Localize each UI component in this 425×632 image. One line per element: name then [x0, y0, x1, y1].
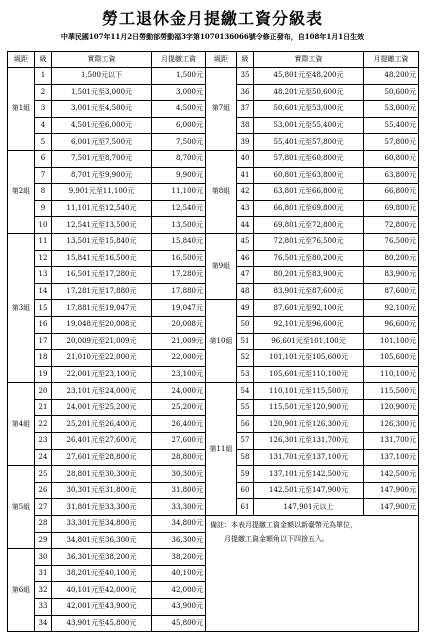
- row-amount: 63,800元: [364, 167, 419, 184]
- row-range: 27,601元至28,800元: [52, 449, 152, 466]
- row-level: 14: [35, 283, 52, 300]
- row-level: 38: [237, 117, 254, 134]
- row-level: 11: [35, 233, 52, 250]
- row-range: 120,901元至126,300元: [254, 416, 364, 433]
- row-amount: 48,200元: [364, 68, 419, 85]
- row-level: 49: [237, 300, 254, 317]
- row-range: 33,301元至34,800元: [52, 516, 152, 533]
- row-level: 7: [35, 167, 52, 184]
- row-amount: 19,047元: [152, 300, 206, 317]
- row-amount: 8,700元: [152, 150, 206, 167]
- row-range: 83,901元至87,600元: [254, 283, 364, 300]
- document-subtitle: 中華民國107年11月2日勞動部勞動福3字第1070136066號令修正發布，自108年1月1日生效: [60, 32, 365, 41]
- row-level: 9: [35, 200, 52, 217]
- row-level: 10: [35, 217, 52, 234]
- row-level: 40: [237, 150, 254, 167]
- row-level: 52: [237, 350, 254, 367]
- row-level: 20: [35, 383, 52, 400]
- note-line-2: 月提繳工資金額角以下四捨五入。: [224, 535, 329, 544]
- row-range: 36,301元至38,200元: [52, 549, 152, 566]
- row-amount: 60,800元: [364, 150, 419, 167]
- row-range: 28,801元至30,300元: [52, 466, 152, 483]
- row-amount: 21,009元: [152, 333, 206, 350]
- row-level: 19: [35, 366, 52, 383]
- row-range: 12,541元至13,500元: [52, 217, 152, 234]
- row-amount: 76,500元: [364, 233, 419, 250]
- row-range: 17,281元至17,880元: [52, 283, 152, 300]
- row-range: 42,001元至43,900元: [52, 599, 152, 616]
- row-range: 63,801元至66,800元: [254, 184, 364, 201]
- row-amount: 16,500元: [152, 250, 206, 267]
- row-amount: 66,800元: [364, 184, 419, 201]
- row-level: 22: [35, 416, 52, 433]
- row-level: 34: [35, 615, 52, 632]
- row-level: 42: [237, 184, 254, 201]
- row-level: 8: [35, 184, 52, 201]
- row-range: 13,501元至15,840元: [52, 233, 152, 250]
- row-level: 51: [237, 333, 254, 350]
- row-level: 56: [237, 416, 254, 433]
- row-level: 39: [237, 134, 254, 151]
- row-group: 第1組: [8, 68, 35, 151]
- row-group: 第4組: [8, 383, 35, 466]
- row-amount: 87,600元: [364, 283, 419, 300]
- row-level: 60: [237, 482, 254, 499]
- row-amount: 3,000元: [152, 84, 206, 101]
- row-range: 7,501元至8,700元: [52, 150, 152, 167]
- row-amount: 30,300元: [152, 466, 206, 483]
- row-amount: 22,000元: [152, 350, 206, 367]
- row-range: 101,101元至105,600元: [254, 350, 364, 367]
- row-amount: 17,280元: [152, 267, 206, 284]
- row-level: 59: [237, 466, 254, 483]
- row-level: 54: [237, 383, 254, 400]
- row-level: 44: [237, 217, 254, 234]
- row-range: 30,301元至31,800元: [52, 482, 152, 499]
- row-range: 105,601元至110,100元: [254, 366, 364, 383]
- row-level: 61: [237, 499, 254, 516]
- row-amount: 105,600元: [364, 350, 419, 367]
- header-range: 實際工資: [254, 52, 364, 68]
- row-range: 8,701元至9,900元: [52, 167, 152, 184]
- row-amount: 23,100元: [152, 366, 206, 383]
- row-level: 45: [237, 233, 254, 250]
- row-amount: 28,800元: [152, 449, 206, 466]
- row-amount: 20,008元: [152, 316, 206, 333]
- row-amount: 110,100元: [364, 366, 419, 383]
- row-level: 35: [237, 68, 254, 85]
- row-level: 17: [35, 333, 52, 350]
- table-body: [8, 68, 419, 632]
- row-range: 69,801元至72,800元: [254, 217, 364, 234]
- row-range: 43,901元至45,800元: [52, 615, 152, 632]
- row-range: 6,001元至7,500元: [52, 134, 152, 151]
- row-group: 第5組: [8, 466, 35, 549]
- row-range: 142,501元至147,900元: [254, 482, 364, 499]
- row-amount: 147,900元: [364, 482, 419, 499]
- header-group: 級距: [8, 52, 35, 68]
- row-amount: 96,600元: [364, 316, 419, 333]
- row-amount: 120,900元: [364, 399, 419, 416]
- row-amount: 7,500元: [152, 134, 206, 151]
- row-amount: 17,880元: [152, 283, 206, 300]
- row-amount: 101,100元: [364, 333, 419, 350]
- row-level: 1: [35, 68, 52, 85]
- row-group: 第10組: [206, 300, 237, 383]
- row-amount: 34,800元: [152, 516, 206, 533]
- header-amount: 月提繳工資: [364, 52, 419, 68]
- row-amount: 72,800元: [364, 217, 419, 234]
- row-group: 第7組: [206, 68, 237, 151]
- row-amount: 126,300元: [364, 416, 419, 433]
- row-amount: 1,500元: [152, 68, 206, 85]
- row-level: 32: [35, 582, 52, 599]
- row-level: 41: [237, 167, 254, 184]
- row-range: 92,101元至96,600元: [254, 316, 364, 333]
- row-range: 110,101元至115,500元: [254, 383, 364, 400]
- note-box: [206, 516, 419, 632]
- row-level: 26: [35, 482, 52, 499]
- row-range: 80,201元至83,900元: [254, 267, 364, 284]
- row-group: 第2組: [8, 150, 35, 233]
- row-amount: 31,800元: [152, 482, 206, 499]
- row-group: 第9組: [206, 233, 237, 299]
- row-amount: 9,900元: [152, 167, 206, 184]
- row-amount: 24,000元: [152, 383, 206, 400]
- row-level: 12: [35, 250, 52, 267]
- row-level: 21: [35, 399, 52, 416]
- row-amount: 27,600元: [152, 433, 206, 450]
- note-line-1: 備註：本表月提繳工資金額以新臺幣元為單位，: [210, 521, 357, 530]
- row-level: 13: [35, 267, 52, 284]
- row-level: 16: [35, 316, 52, 333]
- row-range: 53,001元至55,400元: [254, 117, 364, 134]
- row-level: 48: [237, 283, 254, 300]
- row-range: 96,601元至101,100元: [254, 333, 364, 350]
- row-amount: 6,000元: [152, 117, 206, 134]
- table-row: [8, 383, 419, 400]
- row-range: 9,901元至11,100元: [52, 184, 152, 201]
- row-amount: 38,200元: [152, 549, 206, 566]
- row-level: 30: [35, 549, 52, 566]
- row-group: 第11組: [206, 383, 237, 516]
- row-range: 50,601元至53,000元: [254, 101, 364, 118]
- row-amount: 57,800元: [364, 134, 419, 151]
- row-group: 第6組: [8, 549, 35, 632]
- row-amount: 11,100元: [152, 184, 206, 201]
- row-range: 19,048元至20,008元: [52, 316, 152, 333]
- row-amount: 33,300元: [152, 499, 206, 516]
- wage-grade-table: [7, 51, 419, 632]
- row-amount: 45,800元: [152, 615, 206, 632]
- row-amount: 12,540元: [152, 200, 206, 217]
- row-level: 33: [35, 599, 52, 616]
- row-level: 29: [35, 532, 52, 549]
- row-level: 47: [237, 267, 254, 284]
- row-group: 第8組: [206, 150, 237, 233]
- row-amount: 36,300元: [152, 532, 206, 549]
- row-range: 22,001元至23,100元: [52, 366, 152, 383]
- row-range: 1,500元以下: [52, 68, 152, 85]
- row-level: 57: [237, 433, 254, 450]
- row-range: 48,201元至50,600元: [254, 84, 364, 101]
- row-amount: 69,800元: [364, 200, 419, 217]
- row-range: 87,601元至92,100元: [254, 300, 364, 317]
- row-range: 40,101元至42,000元: [52, 582, 152, 599]
- header-level: 級: [35, 52, 52, 68]
- row-amount: 43,900元: [152, 599, 206, 616]
- row-level: 4: [35, 117, 52, 134]
- row-amount: 92,100元: [364, 300, 419, 317]
- row-level: 3: [35, 101, 52, 118]
- header-amount: 月提繳工資: [152, 52, 206, 68]
- row-level: 50: [237, 316, 254, 333]
- row-level: 46: [237, 250, 254, 267]
- row-amount: 83,900元: [364, 267, 419, 284]
- row-level: 6: [35, 150, 52, 167]
- row-amount: 142,500元: [364, 466, 419, 483]
- row-range: 11,101元至12,540元: [52, 200, 152, 217]
- row-range: 72,801元至76,500元: [254, 233, 364, 250]
- row-level: 15: [35, 300, 52, 317]
- table-row: [8, 68, 419, 85]
- row-amount: 4,500元: [152, 101, 206, 118]
- row-level: 58: [237, 449, 254, 466]
- row-range: 4,501元至6,000元: [52, 117, 152, 134]
- row-level: 28: [35, 516, 52, 533]
- row-amount: 26,400元: [152, 416, 206, 433]
- row-level: 31: [35, 565, 52, 582]
- row-range: 131,701元至137,100元: [254, 449, 364, 466]
- row-range: 1,501元至3,000元: [52, 84, 152, 101]
- row-amount: 147,900元: [364, 499, 419, 516]
- row-range: 23,101元至24,000元: [52, 383, 152, 400]
- row-amount: 53,000元: [364, 101, 419, 118]
- table-row: [8, 150, 419, 167]
- table-header-row: [8, 52, 419, 68]
- row-range: 76,501元至80,200元: [254, 250, 364, 267]
- row-amount: 42,000元: [152, 582, 206, 599]
- row-amount: 15,840元: [152, 233, 206, 250]
- row-range: 126,301元至131,700元: [254, 433, 364, 450]
- table-row: [8, 233, 419, 250]
- header-level: 級: [237, 52, 254, 68]
- row-range: 15,841元至16,500元: [52, 250, 152, 267]
- row-range: 3,001元至4,500元: [52, 101, 152, 118]
- row-range: 34,801元至36,300元: [52, 532, 152, 549]
- row-amount: 50,600元: [364, 84, 419, 101]
- table-row: [8, 300, 419, 317]
- row-range: 66,801元至69,800元: [254, 200, 364, 217]
- row-level: 53: [237, 366, 254, 383]
- row-range: 60,801元至63,800元: [254, 167, 364, 184]
- row-range: 137,101元至142,500元: [254, 466, 364, 483]
- row-range: 17,881元至19,047元: [52, 300, 152, 317]
- row-range: 26,401元至27,600元: [52, 433, 152, 450]
- row-range: 115,501元至120,900元: [254, 399, 364, 416]
- row-level: 24: [35, 449, 52, 466]
- row-range: 38,201元至40,100元: [52, 565, 152, 582]
- row-level: 37: [237, 101, 254, 118]
- row-range: 21,010元至22,000元: [52, 350, 152, 367]
- row-amount: 13,500元: [152, 217, 206, 234]
- row-range: 45,801元至48,200元: [254, 68, 364, 85]
- row-level: 5: [35, 134, 52, 151]
- row-level: 43: [237, 200, 254, 217]
- header-range: 實際工資: [52, 52, 152, 68]
- row-amount: 25,200元: [152, 399, 206, 416]
- row-amount: 115,500元: [364, 383, 419, 400]
- row-level: 55: [237, 399, 254, 416]
- row-level: 23: [35, 433, 52, 450]
- table-row: [8, 516, 419, 533]
- row-level: 25: [35, 466, 52, 483]
- header-group: 級距: [206, 52, 237, 68]
- row-level: 18: [35, 350, 52, 367]
- row-range: 24,001元至25,200元: [52, 399, 152, 416]
- row-amount: 55,400元: [364, 117, 419, 134]
- row-range: 20,009元至21,009元: [52, 333, 152, 350]
- row-amount: 40,100元: [152, 565, 206, 582]
- row-range: 16,501元至17,280元: [52, 267, 152, 284]
- row-range: 25,201元至26,400元: [52, 416, 152, 433]
- row-range: 55,401元至57,800元: [254, 134, 364, 151]
- row-range: 147,901元以上: [254, 499, 364, 516]
- row-group: 第3組: [8, 233, 35, 382]
- row-amount: 80,200元: [364, 250, 419, 267]
- row-level: 27: [35, 499, 52, 516]
- row-level: 2: [35, 84, 52, 101]
- document-title: 勞工退休金月提繳工資分級表: [101, 9, 323, 28]
- row-range: 31,801元至33,300元: [52, 499, 152, 516]
- row-amount: 137,100元: [364, 449, 419, 466]
- row-amount: 131,700元: [364, 433, 419, 450]
- row-range: 57,801元至60,800元: [254, 150, 364, 167]
- row-level: 36: [237, 84, 254, 101]
